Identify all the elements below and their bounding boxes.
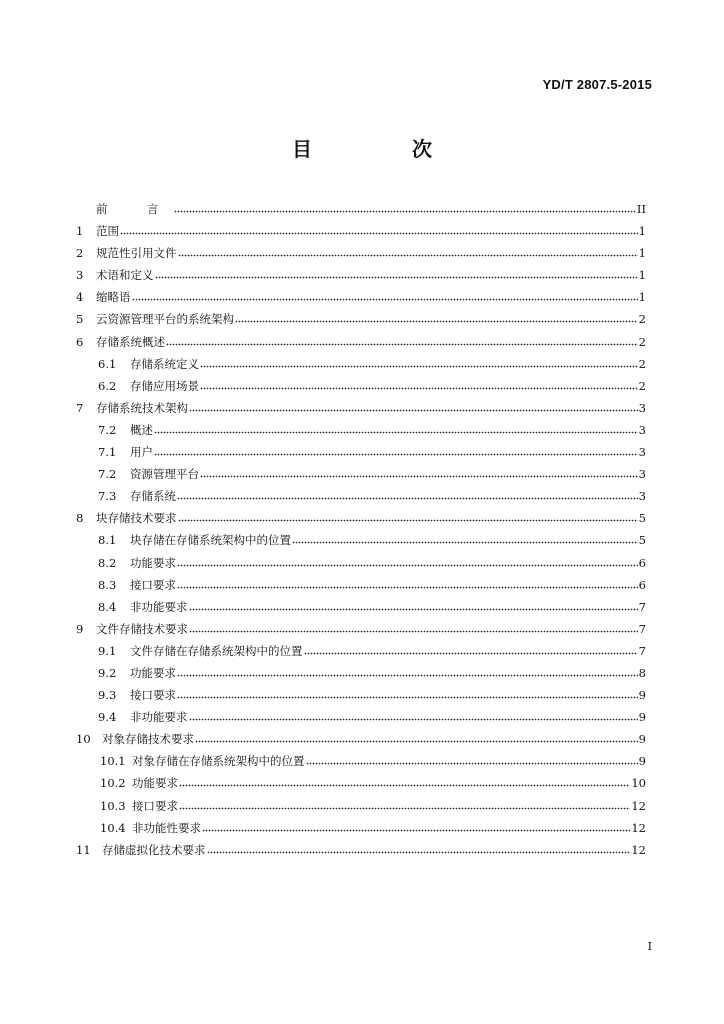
- toc-entry[interactable]: [76, 286, 646, 308]
- toc-entry-page: II: [636, 202, 646, 216]
- toc-dot-leader: [292, 532, 638, 544]
- toc-entry-page: 7: [638, 621, 646, 636]
- toc-entry-page: 5: [638, 511, 646, 526]
- toc-entry-label: 术语和定义: [96, 268, 154, 283]
- page-title: 目 次: [292, 137, 472, 161]
- toc-dot-leader: [178, 245, 638, 257]
- toc-entry-page: 1: [638, 224, 646, 239]
- toc-entry[interactable]: [76, 640, 646, 662]
- toc-entry[interactable]: [76, 375, 646, 397]
- toc-entry-number: 9.4: [98, 710, 117, 725]
- toc-entry-label: 资源管理平台: [130, 467, 199, 482]
- toc-entry-page: 2: [638, 312, 646, 327]
- toc-entry-label: 范围: [96, 224, 119, 239]
- toc-entry-page: 6: [638, 555, 646, 570]
- toc-entry-page: 8: [638, 665, 646, 680]
- toc-entry[interactable]: [76, 507, 646, 529]
- toc-entry-number: 8.1: [98, 533, 117, 548]
- toc-entry[interactable]: [76, 839, 646, 861]
- toc-dot-leader: [179, 775, 630, 787]
- toc-entry-page: 2: [638, 356, 646, 371]
- toc-entry[interactable]: [76, 419, 646, 441]
- toc-entry[interactable]: [76, 397, 646, 419]
- toc-entry-label: 缩略语: [96, 290, 131, 305]
- toc-entry-label: 功能要求: [130, 665, 176, 680]
- toc-entry[interactable]: [76, 552, 646, 574]
- toc-entry-number: 10: [76, 732, 91, 747]
- toc-dot-leader: [200, 356, 638, 368]
- toc-entry-page: 3: [638, 422, 646, 437]
- toc-entry-number: 7: [76, 400, 84, 415]
- toc-entry-page: 1: [638, 246, 646, 261]
- toc-entry-number: 8.3: [98, 577, 117, 592]
- toc-entry-number: 8.2: [98, 555, 117, 570]
- toc-entry-page: 1: [638, 290, 646, 305]
- toc-dot-leader: [166, 334, 638, 346]
- toc-entry-number: 10.1: [100, 754, 126, 769]
- toc-entry-page: 9: [638, 754, 646, 769]
- toc-dot-leader: [120, 223, 638, 235]
- toc-entry-label: 存储系统概述: [96, 334, 165, 349]
- toc-entry[interactable]: [76, 795, 646, 817]
- toc-dot-leader: [304, 643, 638, 655]
- toc-dot-leader: [177, 665, 638, 677]
- toc-entry-label: 接口要求: [132, 798, 178, 813]
- toc-entry-page: 3: [638, 400, 646, 415]
- toc-entry-label: 功能要求: [132, 776, 178, 791]
- toc-entry[interactable]: [76, 331, 646, 353]
- toc-entry-page: 3: [638, 489, 646, 504]
- toc-entry-label: 非功能要求: [130, 599, 188, 614]
- toc-dot-leader: [132, 289, 638, 301]
- toc-entry-number: 5: [76, 312, 84, 327]
- toc-entry[interactable]: [76, 463, 646, 485]
- toc-entry-label: 前 言: [96, 202, 173, 216]
- toc-dot-leader: [155, 267, 638, 279]
- toc-entry-number: 10.4: [100, 820, 126, 835]
- toc-entry-page: 9: [638, 710, 646, 725]
- toc-dot-leader: [200, 378, 638, 390]
- toc-entry-page: 12: [631, 798, 646, 813]
- toc-dot-leader: [154, 422, 638, 434]
- toc-entry-number: 4: [76, 290, 84, 305]
- toc-entry[interactable]: [76, 198, 646, 220]
- toc-entry-number: 9: [76, 621, 84, 636]
- toc-dot-leader: [189, 621, 638, 633]
- toc-entry-number: 6.1: [98, 356, 117, 371]
- toc-entry-number: 8.4: [98, 599, 117, 614]
- toc-entry[interactable]: [76, 353, 646, 375]
- toc-entry-number: 7.2: [98, 467, 117, 482]
- toc-entry[interactable]: [76, 485, 646, 507]
- toc-entry[interactable]: [76, 728, 646, 750]
- toc-entry[interactable]: [76, 242, 646, 264]
- toc-entry-page: 3: [638, 445, 646, 460]
- toc-entry-label: 存储虚拟化技术要求: [102, 842, 206, 857]
- toc-entry-number: 8: [76, 511, 84, 526]
- toc-dot-leader: [179, 798, 630, 810]
- toc-dot-leader: [177, 577, 638, 589]
- toc-dot-leader: [207, 842, 631, 854]
- table-of-contents: [76, 198, 646, 861]
- toc-dot-leader: [189, 400, 638, 412]
- toc-entry-page: 1: [638, 268, 646, 283]
- toc-dot-leader: [174, 201, 636, 213]
- toc-entry-number: 9.2: [98, 665, 117, 680]
- toc-entry[interactable]: [76, 684, 646, 706]
- toc-entry-label: 对象存储技术要求: [102, 732, 194, 747]
- toc-entry[interactable]: [76, 618, 646, 640]
- page-number: I: [647, 940, 652, 953]
- toc-entry[interactable]: [76, 308, 646, 330]
- toc-entry-label: 文件存储在存储系统架构中的位置: [130, 643, 303, 658]
- toc-entry-number: 1: [76, 224, 84, 239]
- toc-entry-page: 7: [638, 599, 646, 614]
- toc-entry-label: 接口要求: [130, 577, 176, 592]
- toc-dot-leader: [154, 444, 638, 456]
- toc-entry[interactable]: [76, 662, 646, 684]
- toc-entry-page: 7: [638, 643, 646, 658]
- toc-entry-label: 块存储技术要求: [96, 511, 177, 526]
- toc-entry-label: 对象存储在存储系统架构中的位置: [132, 754, 305, 769]
- toc-entry-label: 功能要求: [130, 555, 176, 570]
- toc-dot-leader: [189, 599, 638, 611]
- toc-entry-number: 9.3: [98, 688, 117, 703]
- toc-dot-leader: [177, 687, 638, 699]
- toc-dot-leader: [189, 709, 638, 721]
- toc-entry-number: 6.2: [98, 378, 117, 393]
- toc-entry-number: 3: [76, 268, 84, 283]
- toc-entry-label: 存储系统定义: [130, 356, 199, 371]
- toc-dot-leader: [178, 510, 638, 522]
- toc-entry-page: 2: [638, 334, 646, 349]
- toc-entry[interactable]: [76, 706, 646, 728]
- toc-entry[interactable]: [76, 772, 646, 794]
- toc-entry-label: 存储系统: [130, 489, 176, 504]
- toc-entry[interactable]: [76, 574, 646, 596]
- toc-entry-page: 9: [638, 688, 646, 703]
- toc-entry[interactable]: [76, 596, 646, 618]
- toc-entry-number: 7.2: [98, 422, 117, 437]
- toc-entry[interactable]: [76, 750, 646, 772]
- toc-entry-page: 5: [638, 533, 646, 548]
- toc-entry-page: 2: [638, 378, 646, 393]
- toc-entry[interactable]: [76, 264, 646, 286]
- toc-dot-leader: [306, 753, 638, 765]
- toc-entry-number: 7.3: [98, 489, 117, 504]
- toc-entry-label: 非功能要求: [130, 710, 188, 725]
- toc-entry-page: 3: [638, 467, 646, 482]
- toc-entry-page: 10: [631, 776, 646, 791]
- toc-entry-number: 10.2: [100, 776, 126, 791]
- toc-entry-label: 概述: [130, 422, 153, 437]
- toc-entry[interactable]: [76, 441, 646, 463]
- toc-entry-number: 2: [76, 246, 84, 261]
- toc-entry-page: 6: [638, 577, 646, 592]
- toc-entry[interactable]: [76, 220, 646, 242]
- toc-entry-number: 11: [76, 842, 91, 857]
- toc-dot-leader: [177, 488, 638, 500]
- toc-entry-label: 非功能性要求: [132, 820, 201, 835]
- toc-entry-label: 文件存储技术要求: [96, 621, 188, 636]
- toc-dot-leader: [235, 311, 638, 323]
- toc-dot-leader: [177, 555, 638, 567]
- toc-entry-number: 6: [76, 334, 84, 349]
- toc-entry-label: 块存储在存储系统架构中的位置: [130, 533, 291, 548]
- toc-entry-page: 12: [631, 842, 646, 857]
- toc-dot-leader: [195, 731, 638, 743]
- toc-entry-number: 10.3: [100, 798, 126, 813]
- toc-dot-leader: [200, 466, 638, 478]
- toc-entry[interactable]: [76, 817, 646, 839]
- toc-entry-page: 12: [631, 820, 646, 835]
- toc-entry-label: 存储系统技术架构: [96, 400, 188, 415]
- toc-entry-label: 接口要求: [130, 688, 176, 703]
- toc-entry-label: 云资源管理平台的系统架构: [96, 312, 234, 327]
- standard-number: YD/T 2807.5-2015: [542, 77, 652, 92]
- toc-entry-label: 规范性引用文件: [96, 246, 177, 261]
- toc-entry-label: 存储应用场景: [130, 378, 199, 393]
- toc-entry-number: 7.1: [98, 445, 117, 460]
- toc-entry-label: 用户: [130, 445, 153, 460]
- toc-entry[interactable]: [76, 529, 646, 551]
- toc-entry-number: 9.1: [98, 643, 117, 658]
- toc-dot-leader: [202, 820, 630, 832]
- toc-entry-page: 9: [638, 732, 646, 747]
